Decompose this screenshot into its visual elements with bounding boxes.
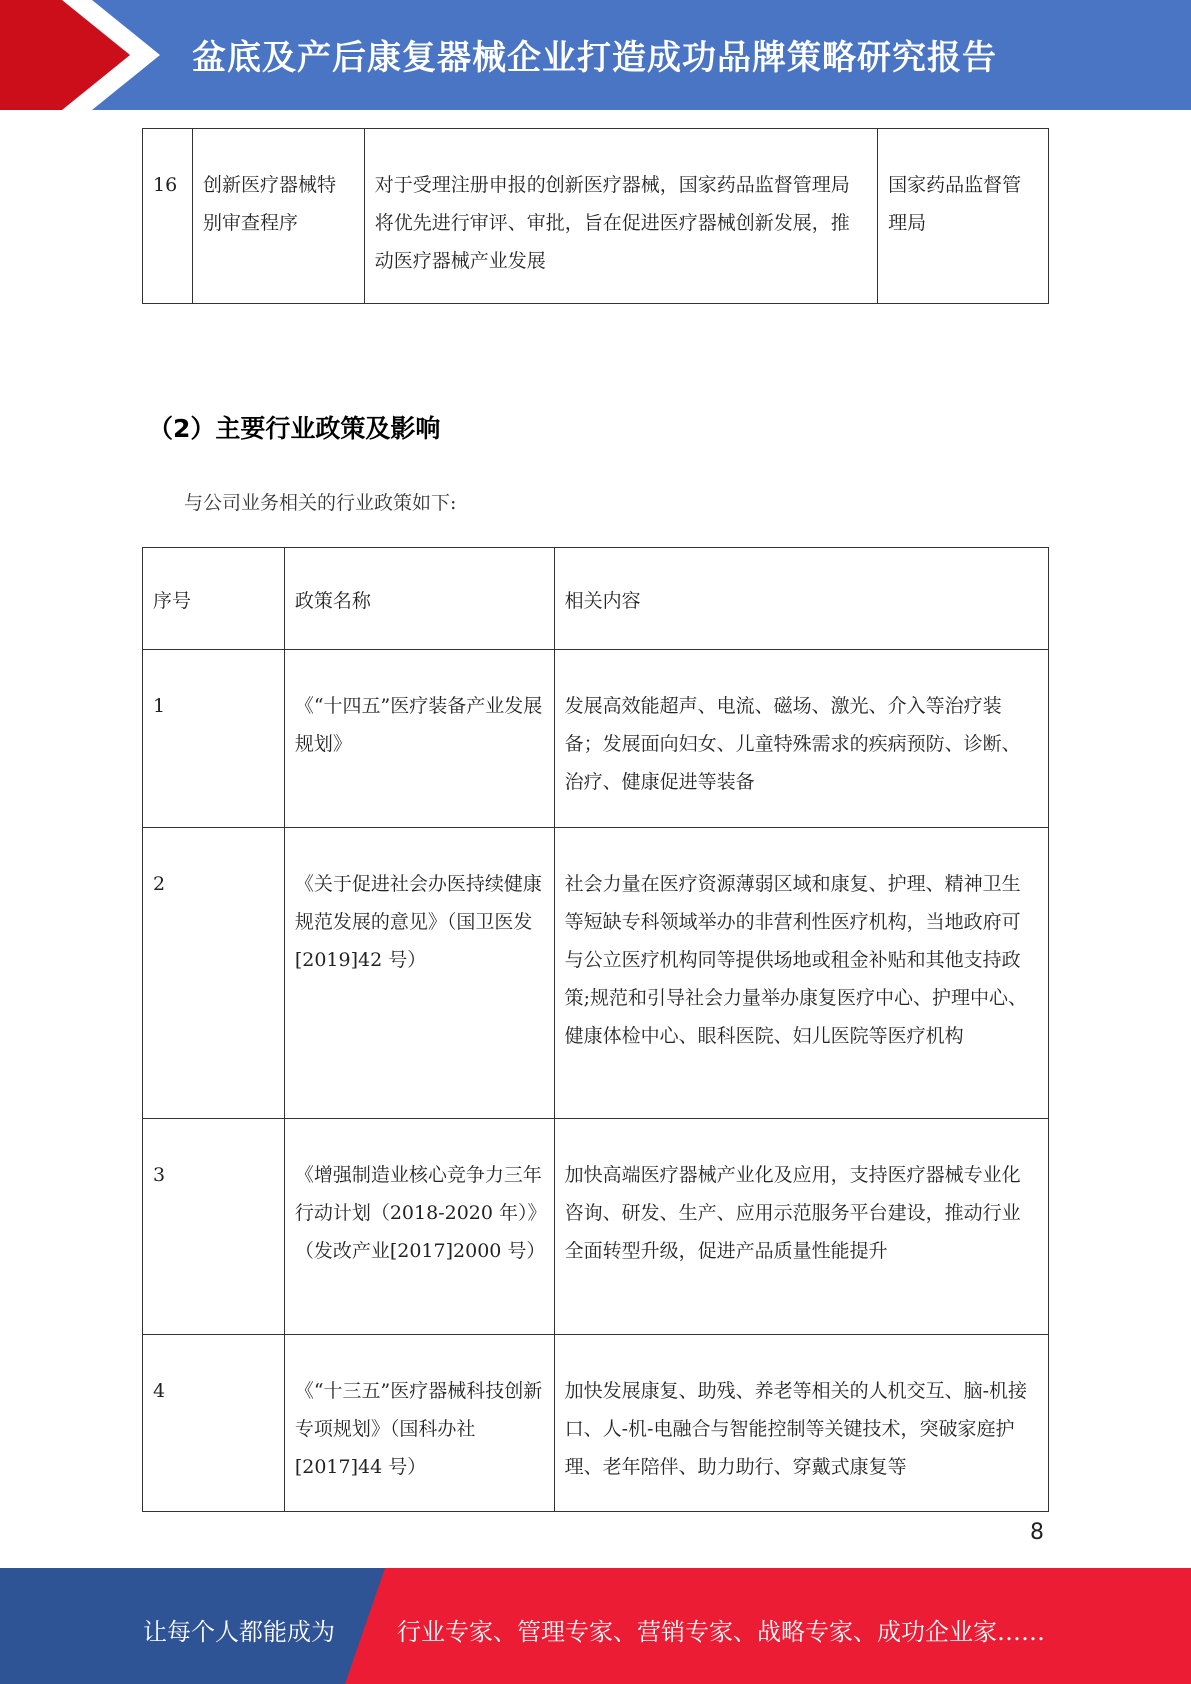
policy-name-cell: 《增强制造业核心竞争力三年行动计划（2018-2020 年）》（发改产业[2017]2000 号） — [284, 1119, 554, 1335]
table-row — [143, 650, 1049, 828]
table-row — [143, 1335, 1049, 1512]
regulation-content-cell: 对于受理注册申报的创新医疗器械，国家药品监督管理局将优先进行审评、审批，旨在促进医疗器械创新发展，推动医疗器械产业发展 — [364, 129, 877, 304]
column-header-content: 相关内容 — [554, 548, 1048, 650]
policy-name-cell: 《“十三五”医疗器械科技创新专项规划》（国科办社[2017]44 号） — [284, 1335, 554, 1512]
section-heading: （2）主要行业政策及影响 — [148, 414, 441, 443]
report-title: 盆底及产后康复器械企业打造成功品牌策略研究报告 — [192, 38, 997, 78]
column-header-policy-name: 政策名称 — [284, 548, 554, 650]
policy-number-cell: 2 — [143, 828, 285, 1119]
table-row — [143, 129, 1049, 304]
header-red-arrow-decoration — [0, 0, 150, 110]
regulation-name-cell: 创新医疗器械特别审查程序 — [192, 129, 364, 304]
regulation-authority-cell: 国家药品监督管理局 — [878, 129, 1049, 304]
policy-content-cell: 发展高效能超声、电流、磁场、激光、介入等治疗装备；发展面向妇女、儿童特殊需求的疾病预防、诊断、治疗、健康促进等装备 — [554, 650, 1048, 828]
row-number-cell: 16 — [143, 129, 193, 304]
table-header-row — [143, 548, 1049, 650]
policy-name-cell: 《“十四五”医疗装备产业发展规划》 — [284, 650, 554, 828]
regulation-table-continued — [142, 128, 1049, 304]
table-row — [143, 1119, 1049, 1335]
policy-number-cell: 3 — [143, 1119, 285, 1335]
policy-number-cell: 1 — [143, 650, 285, 828]
column-header-number: 序号 — [143, 548, 285, 650]
footer-slogan-right: 行业专家、管理专家、营销专家、战略专家、成功企业家…… — [397, 1618, 1045, 1646]
policy-content-cell: 加快发展康复、助残、养老等相关的人机交互、脑-机接口、人-机-电融合与智能控制等关键技术，突破家庭护理、老年陪伴、助力助行、穿戴式康复等 — [554, 1335, 1048, 1512]
industry-policy-table — [142, 547, 1049, 1512]
footer-slogan-left: 让每个人都能成为 — [143, 1618, 335, 1646]
policy-number-cell: 4 — [143, 1335, 285, 1512]
section-intro-text: 与公司业务相关的行业政策如下: — [184, 492, 457, 514]
report-footer — [0, 1568, 1191, 1684]
policy-name-cell: 《关于促进社会办医持续健康规范发展的意见》（国卫医发[2019]42 号） — [284, 828, 554, 1119]
policy-content-cell: 加快高端医疗器械产业化及应用，支持医疗器械专业化咨询、研发、生产、应用示范服务平台建设，推动行业全面转型升级，促进产品质量性能提升 — [554, 1119, 1048, 1335]
table-row — [143, 828, 1049, 1119]
policy-content-cell: 社会力量在医疗资源薄弱区域和康复、护理、精神卫生等短缺专科领域举办的非营利性医疗机构，当地政府可与公立医疗机构同等提供场地或租金补贴和其他支持政策;规范和引导社会力量举办康复医疗中心、护理中心、健康体检中心、眼科医院、妇儿医院等医疗机构 — [554, 828, 1048, 1119]
page-number: 8 — [1030, 1520, 1044, 1545]
report-header — [0, 0, 1191, 110]
